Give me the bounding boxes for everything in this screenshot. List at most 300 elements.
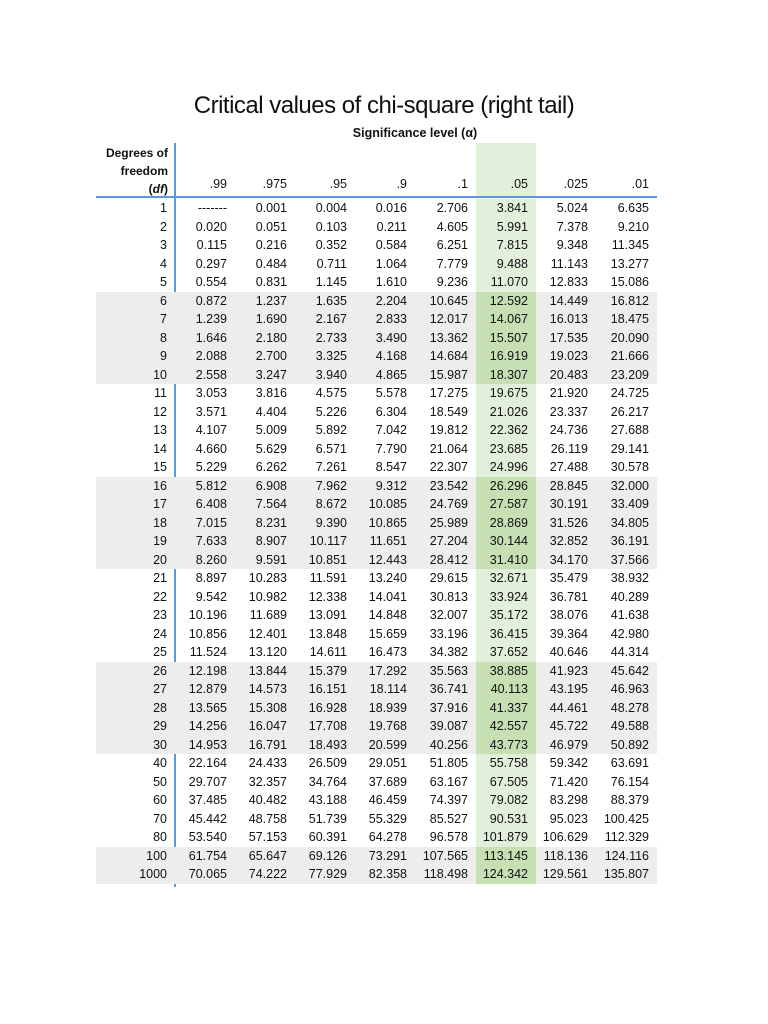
df-cell: 100 [96,847,175,866]
value-cell: 51.805 [429,756,468,770]
value-cell: 36.741 [415,680,476,699]
value-cell: 14.256 [175,717,235,736]
df-cell: 17 [96,495,175,514]
df-cell: 29 [96,717,175,736]
df-header-line2: freedom [120,164,168,178]
value-cell: 57.153 [248,830,287,844]
value-cell: 21.026 [476,403,536,422]
value-cell: 40.289 [610,589,649,604]
value-cell: 19.812 [429,423,468,437]
value-cell: 13.565 [175,699,235,718]
value-cell: 8.672 [295,495,355,514]
header-divider-line [96,196,657,198]
value-cell: 0.211 [376,219,407,234]
value-cell: 5.024 [556,201,588,215]
table-row [96,865,657,884]
column-header-p025: .025 [563,177,588,191]
column-header-p975: .975 [262,177,287,191]
table-row [96,421,657,440]
value-cell: 1.610 [375,275,407,289]
table-row [96,699,657,718]
table-row [96,847,657,866]
value-cell: 2.558 [175,366,235,385]
value-cell: 7.261 [315,460,347,474]
table-row [96,366,657,385]
value-cell: 30.144 [476,532,536,551]
table-row [96,828,657,847]
value-cell: 2.204 [355,292,415,311]
value-cell: 5.629 [255,441,287,456]
value-cell: 2.700 [235,347,295,366]
df-cell: 11 [154,386,167,400]
value-cell: 71.420 [549,774,588,789]
value-cell: 0.554 [195,275,227,289]
value-cell: 4.404 [255,404,287,419]
value-cell: 60.391 [308,830,347,844]
value-cell: 5.009 [255,423,287,437]
table-row [96,754,657,773]
value-cell: 35.172 [476,606,536,625]
df-cell: 19 [96,532,175,551]
value-cell: 32.671 [476,569,536,588]
value-cell: 63.167 [429,774,468,789]
table-row [96,199,657,218]
value-cell: 17.708 [295,717,355,736]
value-cell: 67.505 [476,773,536,792]
value-cell: 39.364 [549,626,588,641]
value-cell: 6.304 [375,404,407,419]
value-cell: 124.116 [596,847,657,866]
value-cell: 14.848 [368,608,407,622]
df-cell: 12 [153,404,167,419]
value-cell: 12.338 [308,589,347,604]
value-cell: 28.412 [415,551,476,570]
value-cell: 11.143 [550,256,588,271]
df-cell: 8 [96,329,175,348]
value-cell: 70.065 [175,865,235,884]
value-cell: 2.706 [436,201,468,215]
df-cell: 3 [160,238,167,252]
significance-level-label: Significance level (α) [352,126,478,140]
value-cell: 37.652 [476,643,536,662]
value-cell: 36.191 [596,532,657,551]
value-cell: 0.051 [255,219,287,234]
value-cell: 0.020 [195,219,227,234]
table-row [96,255,657,274]
value-cell: 76.154 [610,774,649,789]
value-cell: 14.953 [175,736,235,755]
value-cell: 11.524 [189,645,227,659]
value-cell: 5.578 [375,386,407,400]
value-cell: 43.195 [536,680,596,699]
value-cell: 112.329 [604,830,649,844]
value-cell: 83.298 [549,793,588,807]
value-cell: 24.433 [248,756,287,770]
value-cell: 34.764 [308,774,347,789]
value-cell: 96.578 [429,830,468,844]
value-cell: 7.962 [295,477,355,496]
df-header-spacer [96,177,175,195]
value-cell: 40.482 [248,793,287,807]
table-row [96,625,657,644]
table-row [96,588,657,607]
value-cell: 7.815 [476,236,536,255]
value-cell: 3.247 [235,366,295,385]
page-title: Critical values of chi-square (right tail) [193,92,575,119]
value-cell: 90.531 [476,810,536,829]
value-cell: 118.498 [415,865,476,884]
value-cell: 33.924 [476,588,536,607]
value-cell: 18.493 [295,736,355,755]
value-cell: 106.629 [542,830,588,844]
value-cell: 17.275 [429,386,468,400]
value-cell: 22.307 [429,460,468,474]
value-cell: 3.490 [355,329,415,348]
value-cell: 88.379 [610,793,649,807]
value-cell: 24.736 [549,423,588,437]
value-cell: 16.812 [596,292,657,311]
df-cell: 7 [96,310,175,329]
table-row [96,477,657,496]
value-cell: 35.479 [549,571,588,585]
value-cell: 34.170 [536,551,596,570]
value-cell: 13.362 [415,329,476,348]
value-cell: 41.337 [476,699,536,718]
value-cell: 22.164 [188,756,227,770]
value-cell: 16.928 [295,699,355,718]
value-cell: 20.483 [536,366,596,385]
value-cell: 45.442 [188,811,227,826]
value-cell: 31.410 [476,551,536,570]
value-cell: 0.297 [195,256,227,271]
value-cell: 18.939 [355,699,415,718]
table-row [96,532,657,551]
value-cell: 0.484 [255,256,287,271]
value-cell: 55.329 [368,811,407,826]
table-row [96,347,657,366]
df-cell: 1000 [96,865,175,884]
value-cell: 10.196 [188,608,227,622]
value-cell: 28.869 [476,514,536,533]
value-cell: 14.684 [415,347,476,366]
value-cell: 14.067 [476,310,536,329]
value-cell: 82.358 [355,865,415,884]
value-cell: 5.812 [175,477,235,496]
value-cell: 42.980 [610,626,649,641]
value-cell: 40.113 [476,680,536,699]
value-cell: 42.557 [476,717,536,736]
value-cell: 12.017 [415,310,476,329]
value-cell: 9.542 [195,589,227,604]
df-cell: 27 [96,680,175,699]
value-cell: 36.781 [549,589,588,604]
value-cell: 95.023 [549,811,588,826]
value-cell: 26.296 [476,477,536,496]
value-cell: 6.262 [255,460,287,474]
value-cell: 50.892 [596,736,657,755]
value-cell: 15.086 [610,275,649,289]
value-cell: 10.283 [248,571,287,585]
value-cell: 10.865 [355,514,415,533]
table-row [96,773,657,792]
value-cell: 23.542 [415,477,476,496]
value-cell: 64.278 [368,830,407,844]
value-cell: 113.145 [476,847,536,866]
value-cell: 3.940 [295,366,355,385]
value-cell: 21.666 [596,347,657,366]
table-row [96,458,657,477]
column-header-p1: .1 [457,177,468,191]
value-cell: 12.198 [175,662,235,681]
value-cell: 13.240 [368,571,407,585]
value-cell: 41.923 [536,662,596,681]
value-cell: 8.547 [375,460,407,474]
value-cell: 51.739 [308,811,347,826]
value-cell: 124.342 [476,865,536,884]
df-cell: 1 [160,201,167,215]
value-cell: 1.690 [235,310,295,329]
value-cell: 0.711 [316,256,347,271]
value-cell: 4.168 [355,347,415,366]
value-cell: 6.251 [436,238,468,252]
value-cell: 49.588 [596,717,657,736]
df-header-paren-close: ) [164,182,168,196]
value-cell: 14.449 [536,292,596,311]
value-cell: 11.345 [611,238,649,252]
df-cell: 25 [153,645,167,659]
value-cell: 10.117 [295,532,355,551]
value-cell: 38.932 [610,571,649,585]
value-cell: 35.563 [415,662,476,681]
value-cell: 2.167 [295,310,355,329]
value-cell: 6.635 [617,201,649,215]
table-row [96,292,657,311]
value-cell: 12.401 [248,626,287,641]
value-cell: 100.425 [603,811,649,826]
df-cell: 22 [153,589,167,604]
value-cell: 43.188 [308,793,347,807]
value-cell: 118.136 [536,847,596,866]
value-cell: 26.119 [550,441,588,456]
value-cell: 7.042 [375,423,407,437]
value-cell: 21.920 [549,386,588,400]
value-cell: 44.461 [536,699,596,718]
column-header-p99: .99 [209,177,227,191]
value-cell: 16.791 [235,736,295,755]
value-cell: 0.103 [315,219,347,234]
value-cell: 24.996 [476,458,536,477]
value-cell: 33.409 [596,495,657,514]
table-row [96,384,657,403]
value-cell: 32.007 [429,608,468,622]
value-cell: 14.573 [235,680,295,699]
value-cell: 11.651 [355,532,415,551]
value-cell: 25.989 [415,514,476,533]
value-cell: 40.256 [415,736,476,755]
value-cell: 45.722 [536,717,596,736]
table-row [96,717,657,736]
value-cell: 0.352 [315,238,347,252]
value-cell: 32.852 [536,532,596,551]
value-cell: 9.210 [617,219,649,234]
table-row [96,495,657,514]
value-cell: 34.382 [429,645,468,659]
value-cell: 19.675 [476,384,536,403]
value-cell: 3.841 [476,199,536,218]
value-cell: 0.115 [196,238,227,252]
value-cell: 74.397 [429,793,468,807]
value-cell: 13.120 [248,645,287,659]
value-cell: 16.473 [368,645,407,659]
value-cell: 16.013 [536,310,596,329]
value-cell: 1.237 [235,292,295,311]
value-cell: 12.879 [175,680,235,699]
value-cell: 36.415 [476,625,536,644]
column-header-p05: .05 [510,177,528,191]
table-row [96,569,657,588]
value-cell: 48.758 [248,811,287,826]
table-row [96,218,657,237]
value-cell: 31.526 [536,514,596,533]
value-cell: 29.707 [188,774,227,789]
value-cell: 18.475 [596,310,657,329]
value-cell: 46.963 [596,680,657,699]
value-cell: 0.001 [255,201,287,215]
value-cell: 45.642 [596,662,657,681]
value-cell: 13.844 [235,662,295,681]
value-cell: 3.571 [195,404,227,419]
value-cell: 40.646 [549,645,588,659]
value-cell: 16.151 [295,680,355,699]
value-cell: 2.733 [295,329,355,348]
value-cell: 8.907 [235,532,295,551]
df-cell: 23 [153,608,167,622]
table-row [96,791,657,810]
value-cell: 15.308 [235,699,295,718]
df-header-italic: df [152,182,164,196]
value-cell: 20.599 [355,736,415,755]
value-cell: 0.004 [315,201,347,215]
value-cell: 4.107 [195,423,227,437]
table-row [96,514,657,533]
value-cell: 10.851 [295,551,355,570]
column-header-p01: .01 [631,177,649,191]
value-cell: 34.805 [596,514,657,533]
significance-column-headers [96,177,657,195]
value-cell: 18.549 [429,404,468,419]
value-cell: 12.833 [549,275,588,289]
df-cell: 24 [153,626,167,641]
df-header-line1: Degrees of [105,146,168,160]
value-cell: 26.217 [610,404,649,419]
value-cell: 16.919 [476,347,536,366]
value-cell: 10.982 [248,589,287,604]
value-cell: 13.277 [610,256,649,271]
value-cell: 27.488 [549,460,588,474]
value-cell: 41.638 [610,608,649,622]
value-cell: 7.564 [235,495,295,514]
value-cell: 9.348 [556,238,588,252]
value-cell: 15.659 [368,626,407,641]
table-row [96,329,657,348]
value-cell: 2.180 [235,329,295,348]
value-cell: 43.773 [476,736,536,755]
df-cell: 4 [160,256,167,271]
value-cell: 101.879 [476,828,536,847]
table-row [96,662,657,681]
value-cell: 129.561 [536,865,596,884]
value-cell: 61.754 [175,847,235,866]
value-cell: 23.337 [549,404,588,419]
table-row [96,606,657,625]
value-cell: 4.605 [436,219,468,234]
value-cell: 30.191 [536,495,596,514]
value-cell: 24.725 [610,386,649,400]
value-cell: 44.314 [610,645,649,659]
value-cell: 7.790 [375,441,407,456]
value-cell: 4.660 [195,441,227,456]
value-cell: 18.114 [355,680,415,699]
value-cell: 13.091 [308,608,347,622]
value-cell: 9.488 [476,255,536,274]
value-cell: 63.691 [610,756,649,770]
value-cell: 11.689 [249,608,287,622]
table-row [96,403,657,422]
df-cell: 26 [96,662,175,681]
value-cell: 15.507 [476,329,536,348]
value-cell: 37.566 [596,551,657,570]
value-cell: 5.991 [476,218,536,237]
value-cell: 1.646 [175,329,235,348]
value-cell: 38.076 [549,608,588,622]
df-cell: 14 [153,441,167,456]
value-cell: 59.342 [549,756,588,770]
table-row [96,551,657,570]
df-cell: 50 [153,774,167,789]
value-cell: 6.571 [315,441,347,456]
value-cell: 29.141 [610,441,649,456]
value-cell: 14.611 [309,645,347,659]
value-cell: 6.408 [175,495,235,514]
df-cell: 30 [96,736,175,755]
value-cell: 32.000 [596,477,657,496]
value-cell: 8.260 [175,551,235,570]
df-cell: 5 [160,275,167,289]
value-cell: 39.087 [415,717,476,736]
table-row [96,236,657,255]
value-cell: 2.088 [175,347,235,366]
value-cell: 8.231 [235,514,295,533]
value-cell: 1.064 [375,256,407,271]
value-cell: 10.645 [415,292,476,311]
value-cell: 7.779 [436,256,468,271]
table-row [96,736,657,755]
value-cell: 30.578 [610,460,649,474]
value-cell: 79.082 [476,791,536,810]
value-cell: 46.979 [536,736,596,755]
value-cell: 10.085 [355,495,415,514]
table-row [96,810,657,829]
value-cell: 0.216 [255,238,287,252]
table-row [96,643,657,662]
value-cell: 30.813 [429,589,468,604]
value-cell: 4.865 [355,366,415,385]
value-cell: 5.892 [315,423,347,437]
value-cell: 37.485 [188,793,227,807]
df-cell: 9 [96,347,175,366]
value-cell: 10.856 [188,626,227,641]
value-cell: 9.390 [295,514,355,533]
